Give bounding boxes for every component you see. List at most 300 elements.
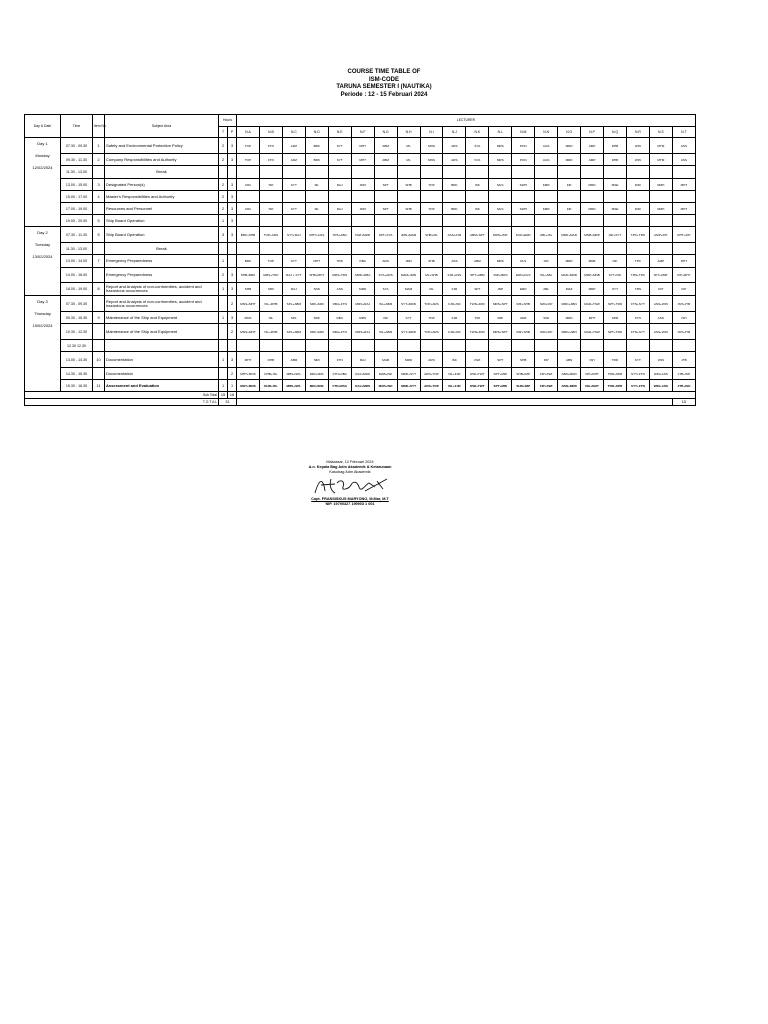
total-label: T O T A L xyxy=(25,399,219,406)
lecturer-cell xyxy=(305,215,328,227)
lecturer-cell: SYT+ISK xyxy=(604,268,627,283)
lecturer-cell: MRD xyxy=(558,154,581,166)
lecturer-cell xyxy=(512,166,535,179)
heading-title: COURSE TIME TABLE OF xyxy=(347,69,421,75)
lecturer-cell: TRD xyxy=(604,352,627,368)
lecturer-cell: SWI+FIP xyxy=(535,324,558,340)
lecturer-cell xyxy=(512,215,535,227)
hours-t-cell: 1 xyxy=(219,283,228,296)
lecturer-cell: DLS xyxy=(512,255,535,268)
lecturer-cell: SYT xyxy=(282,255,305,268)
lecturer-cell: WIN+ASS xyxy=(649,380,672,392)
lecturer-cell: BRK xyxy=(305,138,328,154)
lecturer-cell: FTN+DBA xyxy=(328,380,351,392)
total-filler xyxy=(237,399,673,406)
subject-cell: Emergency Preparedness xyxy=(105,268,219,283)
header-group: N.J xyxy=(443,126,466,138)
lecturer-cell: SYT+RAJ xyxy=(282,227,305,243)
lecturer-cell: MRS+JNP xyxy=(489,227,512,243)
lecturer-cell: TWN+DWI xyxy=(466,324,489,340)
lecturer-cell xyxy=(604,340,627,352)
lecturer-cell: TRI xyxy=(259,203,282,215)
lecturer-cell: MRD+SYT xyxy=(397,368,420,380)
lecturer-cell: TOP xyxy=(237,154,260,166)
lecturer-cell: DBA+FTN xyxy=(328,324,351,340)
lecturer-cell: MRI+SRK xyxy=(305,380,328,392)
lecturer-cell: MRD xyxy=(397,352,420,368)
hours-p-cell xyxy=(228,166,237,179)
lecturer-cell: MSE xyxy=(604,179,627,191)
lecturer-cell: SWH xyxy=(512,203,535,215)
lecturer-cell xyxy=(351,191,374,203)
lecturer-cell: ABM+SPT xyxy=(466,227,489,243)
lecturer-cell: SYT xyxy=(397,312,420,324)
lecturer-cell: TOP xyxy=(420,203,443,215)
lecturer-cell xyxy=(558,340,581,352)
lecturer-cell: RAJ xyxy=(282,283,305,296)
lecturer-cell: SNS xyxy=(305,283,328,296)
signature-line2: Kasubag Adm Akademik xyxy=(329,470,371,474)
lecturer-cell: MHT xyxy=(672,203,695,215)
signature-block xyxy=(250,460,450,507)
lecturer-cell: MRS+SPT xyxy=(489,296,512,312)
lecturer-cell: AMP xyxy=(581,138,604,154)
lecturer-cell: ABN xyxy=(558,352,581,368)
lecturer-cell: ISH+JTB xyxy=(672,324,695,340)
lecturer-cell xyxy=(466,340,489,352)
lecturer-cell: SHB xyxy=(397,203,420,215)
lecturer-cell: ISK+SYT xyxy=(604,227,627,243)
lecturer-cell: FTN+SYT xyxy=(626,324,649,340)
lecturer-cell: MRD xyxy=(558,138,581,154)
lecturer-cell: BRK xyxy=(237,255,260,268)
lecturer-cell xyxy=(558,243,581,255)
lecturer-cell: MRP+MNB xyxy=(581,268,604,283)
item-no-cell: 7 xyxy=(93,255,105,268)
lecturer-cell xyxy=(649,215,672,227)
lecturer-cell: MHT+AGS xyxy=(305,227,328,243)
lecturer-cell: TRS xyxy=(328,255,351,268)
lecturer-cell: MRI xyxy=(305,352,328,368)
time-cell: 14.30 - 15.30 xyxy=(61,368,93,380)
lecturer-cell: ABN+MRD xyxy=(558,380,581,392)
item-no-cell xyxy=(93,340,105,352)
lecturer-cell: FIP+SWI xyxy=(535,380,558,392)
header-group: N.Q xyxy=(604,126,627,138)
item-no-cell xyxy=(93,296,105,312)
subtotal-row xyxy=(25,392,696,399)
lecturer-cell xyxy=(489,243,512,255)
lecturer-cell: RIT+AMP xyxy=(649,268,672,283)
subject-cell: Master's Responsibilities and Authority xyxy=(105,191,219,203)
lecturer-cell: ML xyxy=(305,179,328,191)
signature-name: Capt. FRANSISKUS MARYONO, M.Mar, M.T xyxy=(311,497,389,501)
lecturer-cell: TRS+ABU xyxy=(328,227,351,243)
table-row xyxy=(25,138,696,154)
time-cell: 07.30 - 09.30 xyxy=(61,296,93,312)
hours-t-cell: 1 xyxy=(219,215,228,227)
hours-p-cell: 3 xyxy=(228,191,237,203)
lecturer-cell: ASS+WIN xyxy=(649,296,672,312)
time-cell: 11.30 - 13.00 xyxy=(61,166,93,179)
lecturer-cell: ISH+MHT xyxy=(581,380,604,392)
time-cell: 11.30 - 13.00 xyxy=(61,243,93,255)
lecturer-cell: WIN xyxy=(649,352,672,368)
lecturer-cell: MNS+MHT xyxy=(237,296,260,312)
item-no-cell: 5 xyxy=(93,215,105,227)
lecturer-cell xyxy=(581,340,604,352)
lecturer-cell: SPT xyxy=(489,352,512,368)
lecturer-cell: ISL+ABL xyxy=(535,268,558,283)
lecturer-cell xyxy=(535,215,558,227)
lecturer-cell: ASS xyxy=(328,283,351,296)
lecturer-cell: MNB+MRP xyxy=(581,227,604,243)
lecturer-cell xyxy=(420,166,443,179)
lecturer-cell: ISL+DHB xyxy=(259,324,282,340)
item-no-cell xyxy=(93,166,105,179)
lecturer-cell: FIP xyxy=(558,179,581,191)
lecturer-cell: MHT+MNS xyxy=(237,368,260,380)
lecturer-cell xyxy=(626,215,649,227)
lecturer-cell xyxy=(305,166,328,179)
heading-period: Periode : 12 - 15 Februari 2024 xyxy=(340,91,428,98)
hours-t-cell xyxy=(219,296,228,312)
lecturer-cell xyxy=(649,166,672,179)
header-group: N.B xyxy=(259,126,282,138)
day-label: 15/02/2024 xyxy=(32,323,53,328)
lecturer-cell: JNP xyxy=(489,283,512,296)
lecturer-cell: JMN+MAM xyxy=(397,227,420,243)
lecturer-cell: ISL+ABM xyxy=(374,324,397,340)
hours-t-cell xyxy=(219,340,228,352)
lecturer-cell: MRS+TOP xyxy=(259,268,282,283)
lecturer-cell: TOP+ARS xyxy=(420,296,443,312)
lecturer-cell: SHB xyxy=(237,283,260,296)
lecturer-cell: ASS+FJR xyxy=(443,227,466,243)
lecturer-cell: AGS xyxy=(535,138,558,154)
heading-class: TARUNA SEMESTER I (NAUTIKA) xyxy=(336,84,432,90)
document-heading xyxy=(0,69,768,99)
hours-p-cell: 3 xyxy=(228,268,237,283)
lecturer-cell: SRK xyxy=(305,312,328,324)
lecturer-cell xyxy=(581,215,604,227)
lecturer-cell: SWI+FIP xyxy=(535,296,558,312)
item-no-cell: 9 xyxy=(93,312,105,324)
lecturer-cell xyxy=(443,191,466,203)
lecturer-cell: SYT xyxy=(626,352,649,368)
lecturer-cell xyxy=(259,166,282,179)
lecturer-cell: ISH xyxy=(672,312,695,324)
lecturer-cell: FIP xyxy=(535,352,558,368)
subject-cell: Maintenance of the Ship and Equipment xyxy=(105,324,219,340)
lecturer-cell xyxy=(604,191,627,203)
hours-p-cell xyxy=(228,255,237,268)
time-cell: 17.00 - 19.00 xyxy=(61,203,93,215)
lecturer-cell: TWI xyxy=(466,312,489,324)
lecturer-cell xyxy=(328,340,351,352)
day-label: 13/02/2024 xyxy=(32,254,53,259)
lecturer-cell: ISK xyxy=(604,255,627,268)
lecturer-cell: TPC+TRS xyxy=(626,227,649,243)
lecturer-cell: ARS xyxy=(443,138,466,154)
lecturer-cell: AMP xyxy=(581,154,604,166)
lecturer-cell xyxy=(512,191,535,203)
hours-p-cell: 2 xyxy=(228,324,237,340)
subject-cell: Documentation xyxy=(105,368,219,380)
subtotal-label: Sub Total xyxy=(25,392,219,399)
lecturer-cell: SPT+SYA xyxy=(374,227,397,243)
item-no-cell xyxy=(93,243,105,255)
lecturer-cell: SPL+ABM xyxy=(282,296,305,312)
lecturer-cell: ISL+FJR xyxy=(443,380,466,392)
lecturer-cell xyxy=(512,243,535,255)
lecturer-cell: BRK xyxy=(443,203,466,215)
lecturer-cell: PON xyxy=(512,154,535,166)
lecturer-cell: FTN+SYT xyxy=(626,296,649,312)
lecturer-cell: DHB+ISL xyxy=(259,380,282,392)
lecturer-cell: MRS+RAJ xyxy=(351,324,374,340)
lecturer-cell xyxy=(397,166,420,179)
lecturer-cell xyxy=(535,243,558,255)
lecturer-cell xyxy=(397,191,420,203)
lecturer-cell: PON xyxy=(512,138,535,154)
lecturer-cell: SHB+IMP xyxy=(512,380,535,392)
lecturer-cell xyxy=(626,243,649,255)
lecturer-cell: AGS xyxy=(535,154,558,166)
item-no-cell: 11 xyxy=(93,380,105,392)
lecturer-cell xyxy=(237,191,260,203)
subject-cell: Assessment and Evaluation xyxy=(105,380,219,392)
lecturer-cell xyxy=(672,340,695,352)
header-subject: Subject Area xyxy=(105,115,219,138)
lecturer-cell xyxy=(305,243,328,255)
lecturer-cell: IMF+SHB xyxy=(512,324,535,340)
lecturer-cell: SPT+TRD xyxy=(604,324,627,340)
time-cell: 14.00 - 16.00 xyxy=(61,268,93,283)
subtotal-filler xyxy=(237,392,696,399)
lecturer-cell: FIP xyxy=(672,283,695,296)
subject-cell: Report and Analysis of non-conformities, accident and hazardous occurrences xyxy=(105,296,219,312)
lecturer-cell: RIT xyxy=(649,283,672,296)
time-cell: 15.30 - 16.30 xyxy=(61,380,93,392)
lecturer-cell: MHT xyxy=(305,255,328,268)
table-row xyxy=(25,312,696,324)
lecturer-cell: SRK+MRI xyxy=(305,296,328,312)
table-row xyxy=(25,179,696,191)
lecturer-cell: ARS+TOP xyxy=(420,368,443,380)
day-label: Thursday xyxy=(34,311,51,316)
hours-t-cell xyxy=(219,368,228,380)
lecturer-cell: DHB+ISL xyxy=(259,368,282,380)
lecturer-cell: SYT xyxy=(328,154,351,166)
header-group: N.I xyxy=(420,126,443,138)
lecturer-cell: DWI xyxy=(466,352,489,368)
time-cell: 15.00 - 17.00 xyxy=(61,191,93,203)
lecturer-cell: SPL xyxy=(282,312,305,324)
lecturer-cell: ISH+MHT xyxy=(581,368,604,380)
header-row-1 xyxy=(25,115,696,127)
lecturer-cell: DWI+TWT xyxy=(466,368,489,380)
lecturer-cell xyxy=(535,166,558,179)
lecturer-cell: MRD xyxy=(581,203,604,215)
header-group: N.H xyxy=(397,126,420,138)
lecturer-cell: TRS xyxy=(626,283,649,296)
hours-t-cell: 3 xyxy=(219,227,228,243)
hours-t-cell xyxy=(219,324,228,340)
lecturer-cell xyxy=(535,191,558,203)
lecturer-cell xyxy=(282,340,305,352)
lecturer-cell: MRD+SYT xyxy=(397,380,420,392)
lecturer-cell: FIP+RHT xyxy=(672,268,695,283)
lecturer-cell: ASS xyxy=(649,312,672,324)
header-lecturer: LECTURER xyxy=(237,115,696,127)
lecturer-cell: WIN xyxy=(626,138,649,154)
lecturer-cell xyxy=(328,191,351,203)
day-label: Tuesday xyxy=(34,242,51,247)
time-cell: 07.30 - 11.30 xyxy=(61,227,93,243)
break-label: Break xyxy=(105,166,219,179)
lecturer-cell: ISL+DHB xyxy=(259,296,282,312)
lecturer-cell xyxy=(581,243,604,255)
item-no-cell: 1 xyxy=(93,138,105,154)
table-row xyxy=(25,283,696,296)
table-row xyxy=(25,243,696,255)
header-group: N.F xyxy=(351,126,374,138)
hours-t-cell: 1 xyxy=(219,352,228,368)
lecturer-cell: MTM xyxy=(649,154,672,166)
header-time: Time xyxy=(61,115,93,138)
lecturer-cell: SPR xyxy=(604,312,627,324)
lecturer-cell: ISK xyxy=(535,255,558,268)
lecturer-cell: SHB+ML xyxy=(420,227,443,243)
lecturer-cell: MRI xyxy=(259,283,282,296)
table-row xyxy=(25,296,696,312)
lecturer-cell: ML xyxy=(397,154,420,166)
lecturer-cell xyxy=(489,340,512,352)
item-no-cell: 3 xyxy=(93,179,105,191)
time-cell: 10.30 - 12.30 xyxy=(61,324,93,340)
lecturer-cell: TWN+DWI xyxy=(466,296,489,312)
lecturer-cell: SPT xyxy=(374,179,397,191)
lecturer-cell: ISH+JTB xyxy=(672,296,695,312)
lecturer-cell: MHT xyxy=(581,312,604,324)
lecturer-cell: MRD+ABN xyxy=(558,296,581,312)
lecturer-cell: SYA xyxy=(374,283,397,296)
lecturer-cell xyxy=(443,215,466,227)
lecturer-cell: MNS xyxy=(237,312,260,324)
lecturer-cell: FJR+ISK xyxy=(443,324,466,340)
lecturer-cell xyxy=(626,166,649,179)
lecturer-cell: JTB+ISH xyxy=(672,380,695,392)
lecturer-cell: ISL+ABM xyxy=(374,296,397,312)
header-group: N.S xyxy=(649,126,672,138)
total-row xyxy=(25,399,696,406)
header-day-date: Day & Date xyxy=(25,115,61,138)
lecturer-cell: DWI+TWT xyxy=(466,380,489,392)
lecturer-cell xyxy=(558,191,581,203)
lecturer-cell: JMN xyxy=(351,203,374,215)
total-right-value: 15 xyxy=(672,399,695,406)
lecturer-cell xyxy=(374,166,397,179)
day-cell xyxy=(25,296,61,392)
lecturer-cell: SPT+TRD xyxy=(604,296,627,312)
hours-p-cell: 3 xyxy=(228,138,237,154)
item-no-cell: 10 xyxy=(93,352,105,368)
lecturer-cell: SHB xyxy=(397,179,420,191)
item-no-cell: 5 xyxy=(93,227,105,243)
lecturer-cell xyxy=(672,191,695,203)
hours-t-cell: 2 xyxy=(219,179,228,191)
lecturer-cell xyxy=(420,243,443,255)
lecturer-cell: ABM xyxy=(374,154,397,166)
subject-cell: Ship Board Operation xyxy=(105,227,219,243)
lecturer-cell: MBS+SPL xyxy=(282,380,305,392)
item-no-cell xyxy=(93,203,105,215)
lecturer-cell: SYT xyxy=(282,203,305,215)
lecturer-cell: WIN+ASS xyxy=(649,368,672,380)
lecturer-cell: RHT+FIP xyxy=(672,227,695,243)
lecturer-cell xyxy=(259,340,282,352)
lecturer-cell: SYT+MRD xyxy=(397,324,420,340)
lecturer-cell xyxy=(282,166,305,179)
lecturer-cell: MHT+MNS xyxy=(237,380,260,392)
lecturer-cell xyxy=(374,191,397,203)
lecturer-cell: ABM xyxy=(374,138,397,154)
lecturer-cell: ARS xyxy=(420,352,443,368)
day-label: Day 1 xyxy=(37,141,48,146)
lecturer-cell: MAD+MRD xyxy=(558,268,581,283)
subject-cell: Company Responsibilities and Authority xyxy=(105,154,219,166)
lecturer-cell xyxy=(420,215,443,227)
lecturer-cell xyxy=(237,166,260,179)
handwritten-signature-icon xyxy=(305,475,395,497)
lecturer-cell: FTN xyxy=(626,312,649,324)
hours-p-cell xyxy=(228,340,237,352)
lecturer-cell: SYA+ARS xyxy=(374,268,397,283)
lecturer-cell: TOP xyxy=(237,138,260,154)
lecturer-cell: FTN xyxy=(259,138,282,154)
lecturer-cell: SYT+FTN xyxy=(626,380,649,392)
lecturer-cell xyxy=(649,340,672,352)
lecturer-cell: ASS xyxy=(443,255,466,268)
lecturer-cell: MHT xyxy=(351,154,374,166)
lecturer-cell: DBA+FTN xyxy=(328,296,351,312)
lecturer-cell: SHB xyxy=(512,352,535,368)
lecturer-cell: SPT+MRI xyxy=(489,380,512,392)
lecturer-cell xyxy=(466,166,489,179)
lecturer-cell xyxy=(626,191,649,203)
header-group: N.T xyxy=(672,126,695,138)
lecturer-cell: AMP+RIT xyxy=(649,227,672,243)
lecturer-cell xyxy=(581,191,604,203)
lecturer-cell xyxy=(626,340,649,352)
lecturer-cell: RAJ+MRS xyxy=(351,368,374,380)
day-label: 12/02/2024 xyxy=(32,165,53,170)
lecturer-cell: WIN xyxy=(626,154,649,166)
lecturer-cell xyxy=(649,243,672,255)
lecturer-cell: MLS xyxy=(489,179,512,191)
lecturer-cell: SPL+ABM xyxy=(282,324,305,340)
table-row xyxy=(25,352,696,368)
lecturer-cell xyxy=(328,215,351,227)
lecturer-cell: TOP xyxy=(420,312,443,324)
lecturer-cell: ARS+TOP xyxy=(420,380,443,392)
lecturer-cell xyxy=(604,166,627,179)
lecturer-cell: MAM+JMN xyxy=(397,268,420,283)
hours-t-cell: 2 xyxy=(219,191,228,203)
lecturer-cell: MRS+SPT xyxy=(489,324,512,340)
table-row xyxy=(25,255,696,268)
